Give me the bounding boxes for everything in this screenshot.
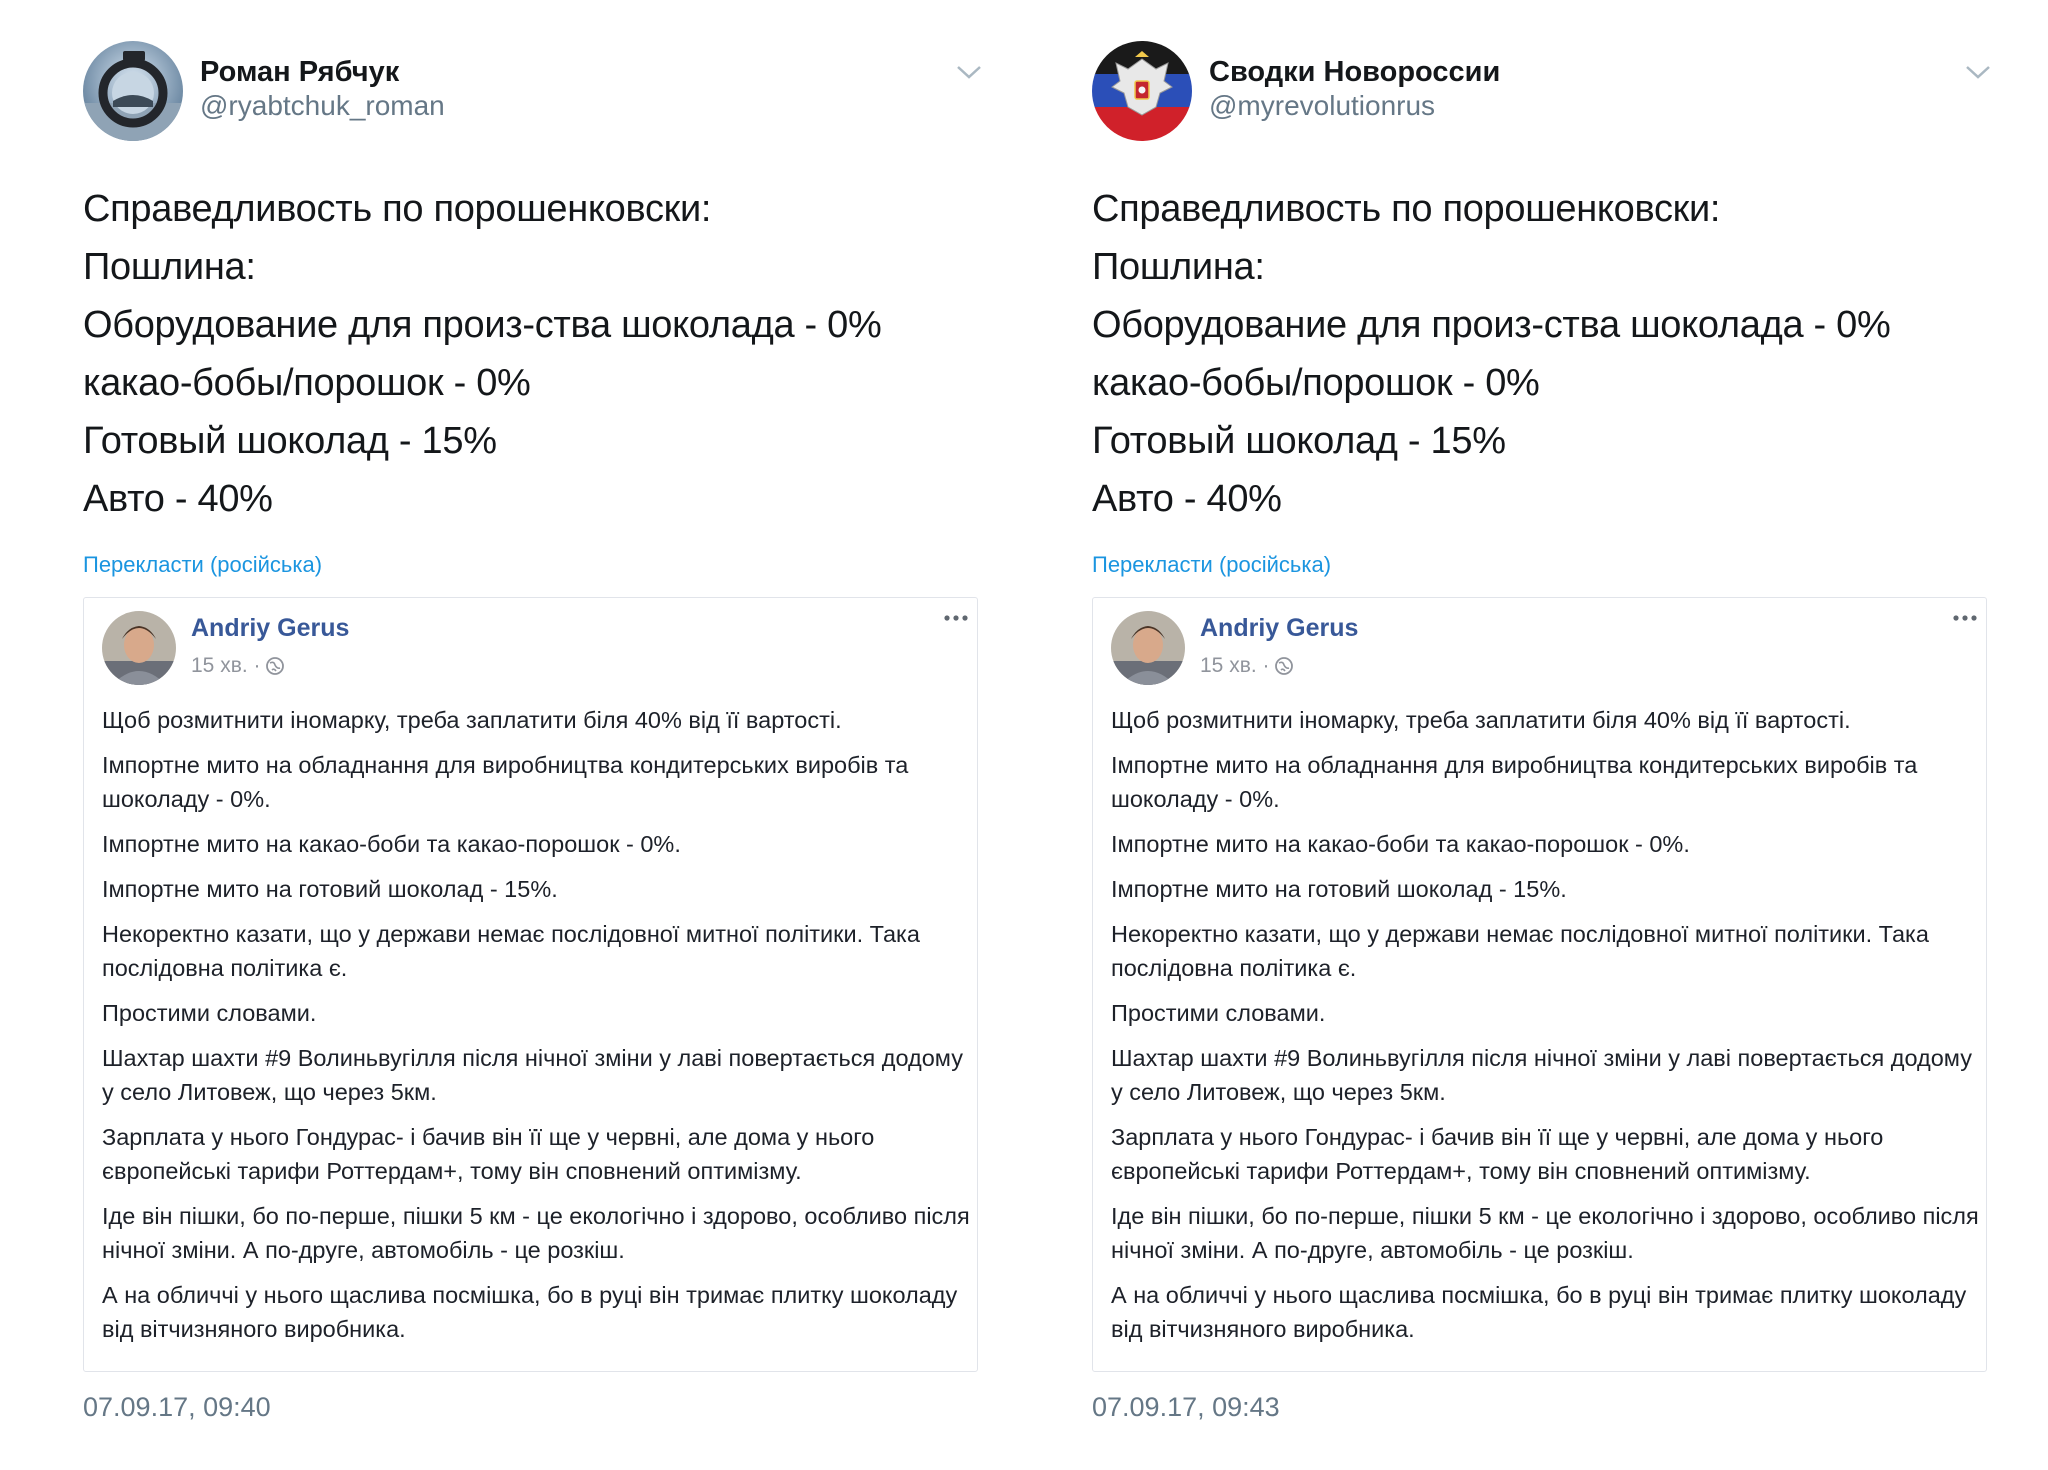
tweet-text-line: Справедливость по порошенковски: — [1092, 188, 1721, 230]
fb-post-body — [102, 703, 972, 1357]
fb-paragraph: Імпортне мито на готовий шоколад - 15%. — [102, 876, 558, 902]
tweet-text-line: какао-бобы/порошок - 0% — [1092, 362, 1540, 404]
tweet-timestamp[interactable]: 07.09.17, 09:40 — [83, 1392, 271, 1422]
fb-post-body — [1111, 703, 1981, 1357]
fb-post-time[interactable]: 15 хв. · — [191, 654, 261, 677]
fb-paragraph: Зарплата у нього Гондурас- і бачив він її ще у червні, але дома у нього європейські тарифи Роттердам+, тому він сповнений оптимізму. — [1111, 1124, 1884, 1184]
tweet-text-line: Готовый шоколад - 15% — [1092, 420, 1506, 462]
fb-paragraph: Шахтар шахти #9 Волиньвугілля після нічної зміни у лаві повертається додому у село Литовеж, що через 5км. — [102, 1045, 963, 1105]
fb-paragraph: Імпортне мито на обладнання для виробництва кондитерських виробів та шоколаду - 0%. — [102, 752, 909, 812]
more-options-icon[interactable] — [1950, 610, 1980, 626]
chevron-down-icon[interactable] — [1964, 62, 1992, 82]
fb-paragraph: Іде він пішки, бо по-перше, пішки 5 км - це екологічно і здорово, особливо після нічної зміни. А по-друге, автомобіль - це розкіш. — [102, 1203, 970, 1263]
fb-paragraph: Зарплата у нього Гондурас- і бачив він її ще у червні, але дома у нього європейські тарифи Роттердам+, тому він сповнений оптимізму. — [102, 1124, 875, 1184]
tweet-text-line: Оборудование для произ-ства шоколада - 0% — [83, 304, 882, 346]
fb-paragraph: Простими словами. — [102, 1000, 317, 1026]
author-handle[interactable]: @ryabtchuk_roman — [200, 90, 445, 121]
tweet-text-line: Оборудование для произ-ства шоколада - 0% — [1092, 304, 1891, 346]
fb-author-avatar[interactable] — [1111, 611, 1185, 685]
translate-link[interactable]: Перекласти (російська) — [1092, 552, 1332, 577]
fb-paragraph: А на обличчі у нього щаслива посмішка, бо в руці він тримає плитку шоколаду від вітчизняного виробника. — [102, 1282, 958, 1342]
fb-post-time[interactable]: 15 хв. · — [1200, 654, 1270, 677]
fb-paragraph: Імпортне мито на готовий шоколад - 15%. — [1111, 876, 1567, 902]
globe-icon — [1274, 656, 1294, 676]
fb-post-meta — [1200, 654, 1294, 678]
quoted-facebook-post[interactable] — [83, 597, 978, 1372]
globe-icon — [265, 656, 285, 676]
fb-paragraph: Некоректно казати, що у держави немає послідовної митної політики. Така послідовна політика є. — [102, 921, 920, 981]
fb-paragraph: Щоб розмитнити іномарку, треба заплатити біля 40% від її вартості. — [1111, 707, 1851, 733]
tweet-header — [1092, 0, 1992, 140]
tweet-header — [83, 0, 983, 140]
tweet-text-line: Справедливость по порошенковски: — [83, 188, 712, 230]
author-handle[interactable]: @myrevolutionrus — [1209, 90, 1436, 121]
tweet-text-line: Пошлина: — [83, 246, 256, 288]
fb-paragraph: Некоректно казати, що у держави немає послідовної митної політики. Така послідовна політика є. — [1111, 921, 1929, 981]
tweet-timestamp[interactable]: 07.09.17, 09:43 — [1092, 1392, 1280, 1422]
tweet-text — [83, 180, 983, 528]
fb-paragraph: Імпортне мито на обладнання для виробництва кондитерських виробів та шоколаду - 0%. — [1111, 752, 1918, 812]
more-options-icon[interactable] — [941, 610, 971, 626]
fb-paragraph: Шахтар шахти #9 Волиньвугілля після нічної зміни у лаві повертається додому у село Литовеж, що через 5км. — [1111, 1045, 1972, 1105]
chevron-down-icon[interactable] — [955, 62, 983, 82]
fb-paragraph: Простими словами. — [1111, 1000, 1326, 1026]
tweet-left — [83, 0, 983, 1422]
fb-paragraph: Імпортне мито на какао-боби та какао-порошок - 0%. — [102, 831, 681, 857]
author-name[interactable]: Роман Рябчук — [200, 56, 400, 88]
camera-lens-avatar-icon[interactable] — [83, 41, 183, 141]
coat-of-arms-avatar-icon[interactable] — [1092, 41, 1192, 141]
tweet-text-line: Пошлина: — [1092, 246, 1265, 288]
tweet-text-line: Авто - 40% — [1092, 478, 1282, 520]
fb-paragraph: Імпортне мито на какао-боби та какао-порошок - 0%. — [1111, 831, 1690, 857]
fb-post-meta — [191, 654, 285, 678]
fb-paragraph: А на обличчі у нього щаслива посмішка, бо в руці він тримає плитку шоколаду від вітчизняного виробника. — [1111, 1282, 1967, 1342]
fb-author-avatar[interactable] — [102, 611, 176, 685]
author-name[interactable]: Сводки Новороссии — [1209, 56, 1501, 88]
fb-author-name[interactable]: Andriy Gerus — [1200, 614, 1359, 642]
fb-paragraph: Щоб розмитнити іномарку, треба заплатити біля 40% від її вартості. — [102, 707, 842, 733]
tweet-text — [1092, 180, 1992, 528]
tweet-text-line: Авто - 40% — [83, 478, 273, 520]
fb-paragraph: Іде він пішки, бо по-перше, пішки 5 км - це екологічно і здорово, особливо після нічної зміни. А по-друге, автомобіль - це розкіш. — [1111, 1203, 1979, 1263]
translate-link[interactable]: Перекласти (російська) — [83, 552, 323, 577]
fb-author-name[interactable]: Andriy Gerus — [191, 614, 350, 642]
tweet-text-line: какао-бобы/порошок - 0% — [83, 362, 531, 404]
tweet-right — [1092, 0, 1992, 1422]
quoted-facebook-post[interactable] — [1092, 597, 1987, 1372]
tweet-text-line: Готовый шоколад - 15% — [83, 420, 497, 462]
